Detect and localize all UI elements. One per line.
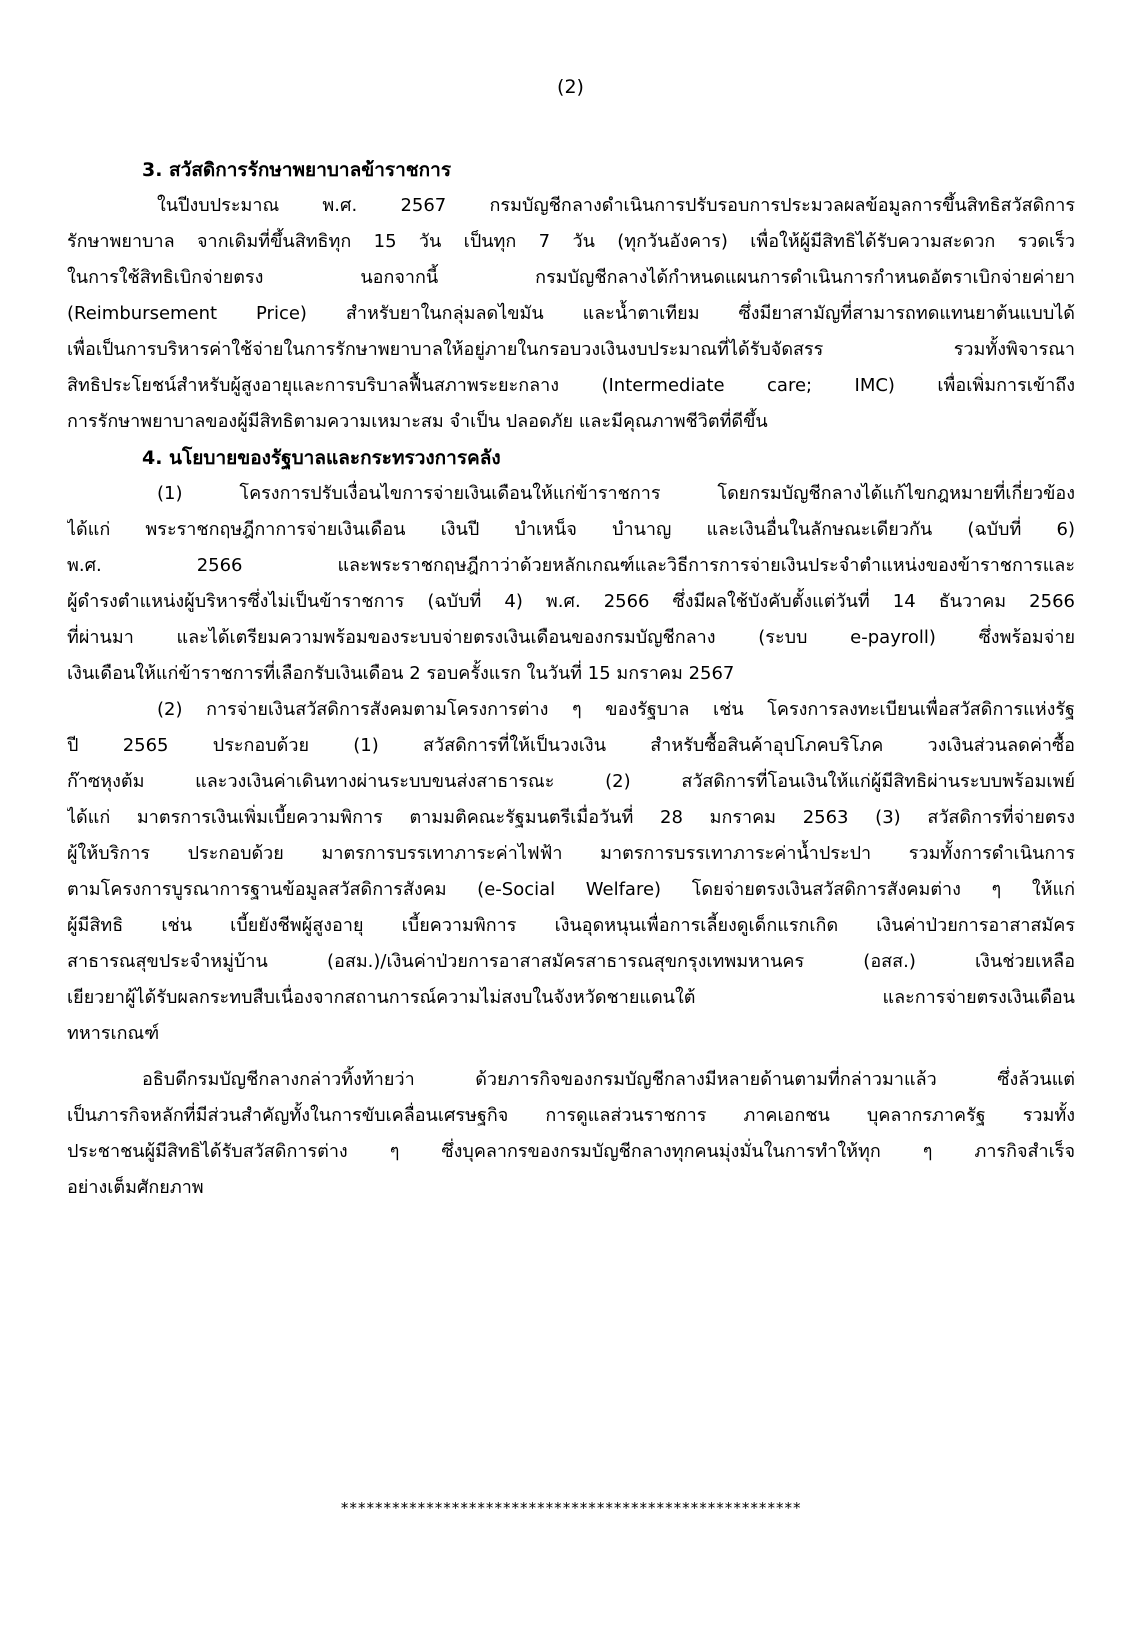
paragraph-line: ประชาชนผู้มีสิทธิได้รับสวัสดิการต่าง ๆ ซึ่งบุคลากรของกรมบัญชีกลางทุกคนมุ่งมั่นในการทำให้ทุก ๆ ภารกิจสำเร็จ xyxy=(67,1141,1075,1162)
paragraph-line: ในปีงบประมาณ พ.ศ. 2567 กรมบัญชีกลางดำเนินการปรับรอบการประมวลผลข้อมูลการขึ้นสิทธิสวัสดิการ xyxy=(157,195,1075,216)
paragraph-line: ปี 2565 ประกอบด้วย (1) สวัสดิการที่ให้เป็นวงเงิน สำหรับซื้อสินค้าอุปโภคบริโภค วงเงินส่วนลดค่าซื้อ xyxy=(67,735,1075,756)
paragraph-line: ทหารเกณฑ์ xyxy=(67,1023,160,1044)
paragraph-line: ได้แก่ พระราชกฤษฎีกาการจ่ายเงินเดือน เงินปี บำเหน็จ บำนาญ และเงินอื่นในลักษณะเดียวกัน (ฉบับที่ 6) xyxy=(67,519,1075,540)
section-3-heading: 3. สวัสดิการรักษาพยาบาลข้าราชการ xyxy=(142,159,452,181)
paragraph-line: สาธารณสุขประจำหมู่บ้าน (อสม.)/เงินค่าป่วยการอาสาสมัครสาธารณสุขกรุงเทพมหานคร (อสส.) เงินช่วยเหลือ xyxy=(67,951,1075,972)
paragraph-line: ก๊าซหุงต้ม และวงเงินค่าเดินทางผ่านระบบขนส่งสาธารณะ (2) สวัสดิการที่โอนเงินให้แก่ผู้มีสิทธิผ่านระบบพร้อมเพย์ xyxy=(67,771,1075,792)
section-4-heading: 4. นโยบายของรัฐบาลและกระทรวงการคลัง xyxy=(142,447,501,469)
paragraph-line: เยียวยาผู้ได้รับผลกระทบสืบเนื่องจากสถานการณ์ความไม่สงบในจังหวัดชายแดนใต้ และการจ่ายตรงเงินเดือน xyxy=(67,987,1075,1008)
paragraph-line: (1) โครงการปรับเงื่อนไขการจ่ายเงินเดือนให้แก่ข้าราชการ โดยกรมบัญชีกลางได้แก้ไขกฎหมายที่เกี่ยวข้อง xyxy=(157,483,1075,504)
paragraph-line: ผู้ดำรงตำแหน่งผู้บริหารซึ่งไม่เป็นข้าราชการ (ฉบับที่ 4) พ.ศ. 2566 ซึ่งมีผลใช้บังคับตั้งแต่วันที่ 14 ธันวาคม 2566 xyxy=(67,591,1075,612)
paragraph-line: ตามโครงการบูรณาการฐานข้อมูลสวัสดิการสังคม (e-Social Welfare) โดยจ่ายตรงเงินสวัสดิการสังคมต่าง ๆ ให้แก่ xyxy=(67,879,1075,900)
paragraph-line: ในการใช้สิทธิเบิกจ่ายตรง นอกจากนี้ กรมบัญชีกลางได้กำหนดแผนการดำเนินการกำหนดอัตราเบิกจ่ายค่ายา xyxy=(67,267,1075,288)
end-divider: ****************************************************** xyxy=(340,1499,801,1517)
paragraph-line: ผู้ให้บริการ ประกอบด้วย มาตรการบรรเทาภาระค่าไฟฟ้า มาตรการบรรเทาภาระค่าน้ำประปา รวมทั้งการดำเนินการ xyxy=(67,843,1075,864)
paragraph-line: ที่ผ่านมา และได้เตรียมความพร้อมของระบบจ่ายตรงเงินเดือนของกรมบัญชีกลาง (ระบบ e-payroll) ซึ่งพร้อมจ่าย xyxy=(67,627,1075,648)
paragraph-line: อย่างเต็มศักยภาพ xyxy=(67,1177,204,1198)
paragraph-line: เพื่อเป็นการบริหารค่าใช้จ่ายในการรักษาพยาบาลให้อยู่ภายในกรอบวงเงินงบประมาณที่ได้รับจัดสรร รวมทั้งพิจารณา xyxy=(67,339,1075,360)
paragraph-line: (Reimbursement Price) สำหรับยาในกลุ่มลดไขมัน และน้ำตาเทียม ซึ่งมียาสามัญที่สามารถทดแทนยาต้นแบบได้ xyxy=(67,303,1075,324)
paragraph-line: สิทธิประโยชน์สำหรับผู้สูงอายุและการบริบาลฟื้นสภาพระยะกลาง (Intermediate care; IMC) เพื่อเพิ่มการเข้าถึง xyxy=(67,375,1075,396)
paragraph-line: การรักษาพยาบาลของผู้มีสิทธิตามความเหมาะสม จำเป็น ปลอดภัย และมีคุณภาพชีวิตที่ดีขึ้น xyxy=(67,411,768,432)
page-number: (2) xyxy=(557,76,584,98)
document-body xyxy=(67,152,1075,1206)
paragraph-line: ได้แก่ มาตรการเงินเพิ่มเบี้ยความพิการ ตามมติคณะรัฐมนตรีเมื่อวันที่ 28 มกราคม 2563 (3) สวัสดิการที่จ่ายตรง xyxy=(67,807,1075,828)
paragraph-line: เงินเดือนให้แก่ข้าราชการที่เลือกรับเงินเดือน 2 รอบครั้งแรก ในวันที่ 15 มกราคม 2567 xyxy=(67,663,735,684)
paragraph-line: เป็นภารกิจหลักที่มีส่วนสำคัญทั้งในการขับเคลื่อนเศรษฐกิจ การดูแลส่วนราชการ ภาคเอกชน บุคลากรภาครัฐ รวมทั้ง xyxy=(67,1105,1075,1126)
paragraph-line: (2) การจ่ายเงินสวัสดิการสังคมตามโครงการต่าง ๆ ของรัฐบาล เช่น โครงการลงทะเบียนเพื่อสวัสดิการแห่งรัฐ xyxy=(157,699,1075,720)
paragraph-line: รักษาพยาบาล จากเดิมที่ขึ้นสิทธิทุก 15 วัน เป็นทุก 7 วัน (ทุกวันอังคาร) เพื่อให้ผู้มีสิทธิได้รับความสะดวก รวดเร็ว xyxy=(67,231,1075,252)
paragraph-line: ผู้มีสิทธิ เช่น เบี้ยยังชีพผู้สูงอายุ เบี้ยความพิการ เงินอุดหนุนเพื่อการเลี้ยงดูเด็กแรกเกิด เงินค่าป่วยการอาสาสมัคร xyxy=(67,915,1075,936)
paragraph-line: พ.ศ. 2566 และพระราชกฤษฎีกาว่าด้วยหลักเกณฑ์และวิธีการการจ่ายเงินประจำตำแหน่งของข้าราชการและ xyxy=(67,555,1075,576)
paragraph-gap xyxy=(67,1052,1075,1062)
paragraph-line: อธิบดีกรมบัญชีกลางกล่าวทิ้งท้ายว่า ด้วยภารกิจของกรมบัญชีกลางมีหลายด้านตามที่กล่าวมาแล้ว ซึ่งล้วนแต่ xyxy=(142,1069,1075,1090)
